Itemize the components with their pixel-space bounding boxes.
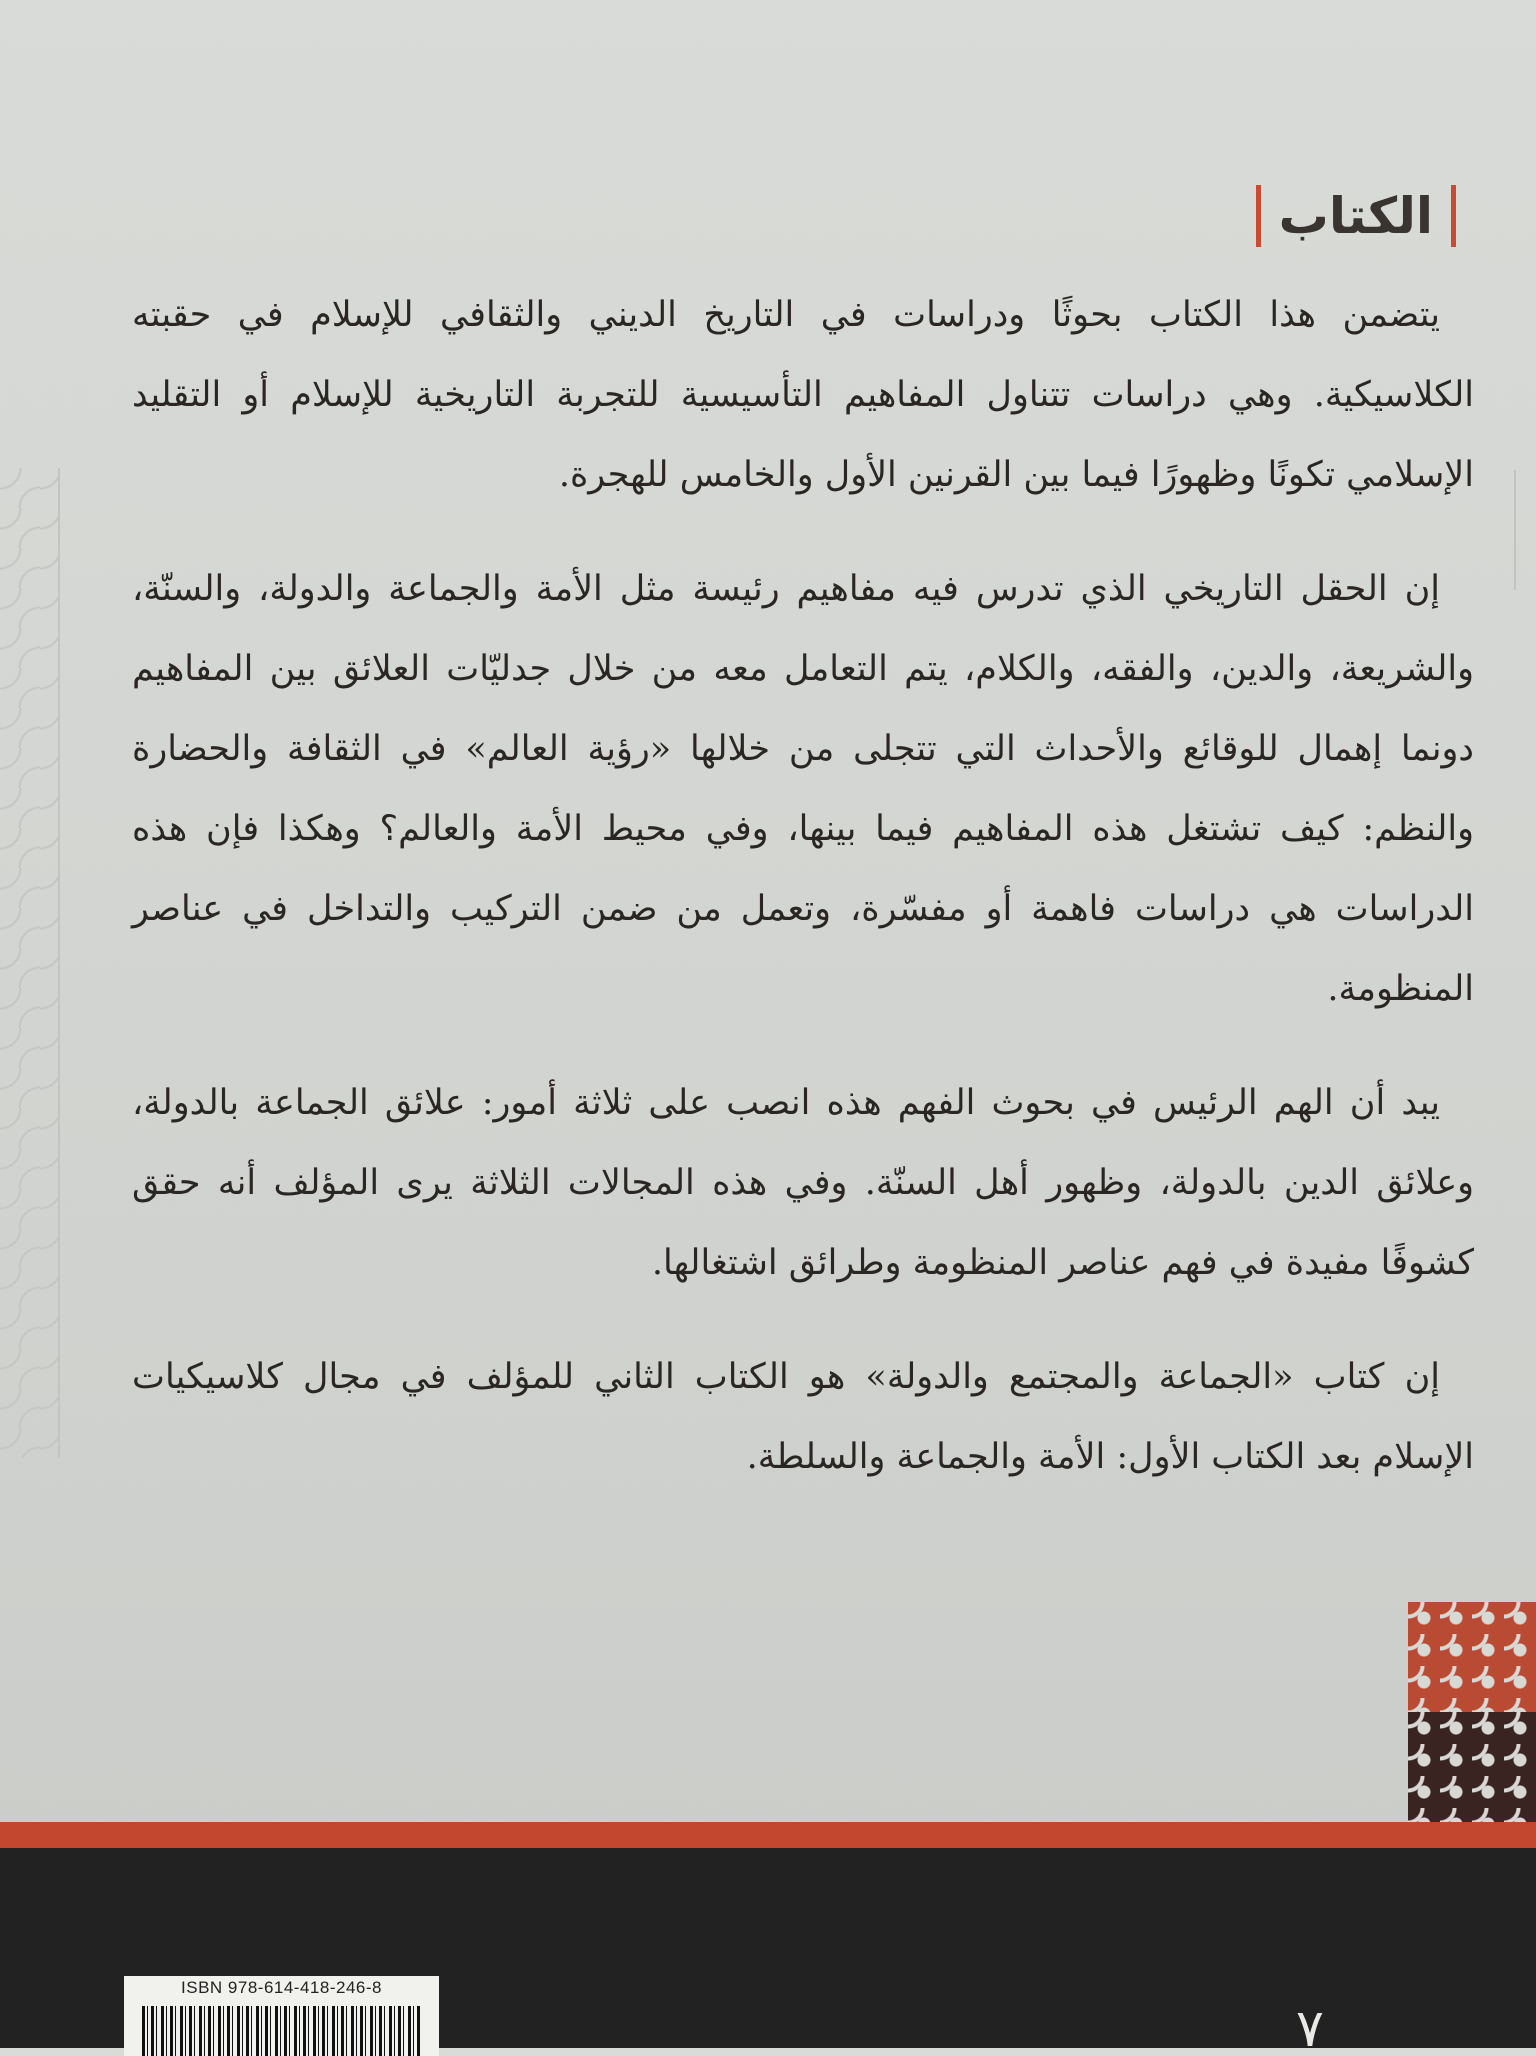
decorative-edge-right (1514, 470, 1536, 590)
isbn-number: ISBN 978-614-418-246-8 (181, 1978, 382, 1997)
decorative-ornament-block (1408, 1602, 1536, 1824)
decorative-pattern-left (0, 468, 60, 1458)
ornament-red-tile (1408, 1602, 1536, 1712)
ornament-dark-tile (1408, 1712, 1536, 1824)
publisher-logo-icon: ٧ (1296, 2010, 1324, 2048)
paragraph-1: يتضمن هذا الكتاب بحوثًا ودراسات في التاريخ الديني والثقافي للإسلام في حقبته الكلاسيكية. وهي دراسات تتناول المفاهيم التأسيسية للتجربة التاريخية للإسلام أو التقليد الإسلامي تكونًا وظهورًا فيما بين القرنين الأول والخامس للهجرة. (132, 295, 1474, 495)
paragraph-2: إن الحقل التاريخي الذي تدرس فيه مفاهيم رئيسة مثل الأمة والجماعة والدولة، والسنّة، والشريعة، والدين، والفقه، والكلام، يتم التعامل معه من خلال جدليّات العلائق بين المفاهيم دونما إهمال للوقائع والأحداث التي تتجلى من خلالها «رؤية العالم» في الثقافة والحضارة والنظم: كيف تشتغل هذه المفاهيم فيما بينها، وفي محيط الأمة والعالم؟ وهكذا فإن هذه الدراسات هي دراسات فاهمة أو مفسّرة، وتعمل من ضمن التركيب والتداخل في عناصر المنظومة. (132, 569, 1474, 1009)
blurb-text (132, 275, 1474, 1531)
heading-accent-bar-left (1256, 185, 1261, 247)
paragraph-4: إن كتاب «الجماعة والمجتمع والدولة» هو الكتاب الثاني للمؤلف في مجال كلاسيكيات الإسلام بعد الكتاب الأول: الأمة والجماعة والسلطة. (132, 1357, 1474, 1477)
barcode-icon (142, 2006, 421, 2056)
section-heading (1256, 178, 1456, 254)
accent-stripe (0, 1822, 1536, 1848)
isbn-barcode-label (124, 1976, 439, 2056)
heading-title: الكتاب (1278, 187, 1433, 245)
heading-accent-bar-right (1451, 185, 1456, 247)
paragraph-3: يبد أن الهم الرئيس في بحوث الفهم هذه انصب على ثلاثة أمور: علائق الجماعة بالدولة، وعلائق الدين بالدولة، وظهور أهل السنّة. وفي هذه المجالات الثلاثة يرى المؤلف أنه حقق كشوفًا مفيدة في فهم عناصر المنظومة وطرائق اشتغالها. (132, 1083, 1474, 1283)
